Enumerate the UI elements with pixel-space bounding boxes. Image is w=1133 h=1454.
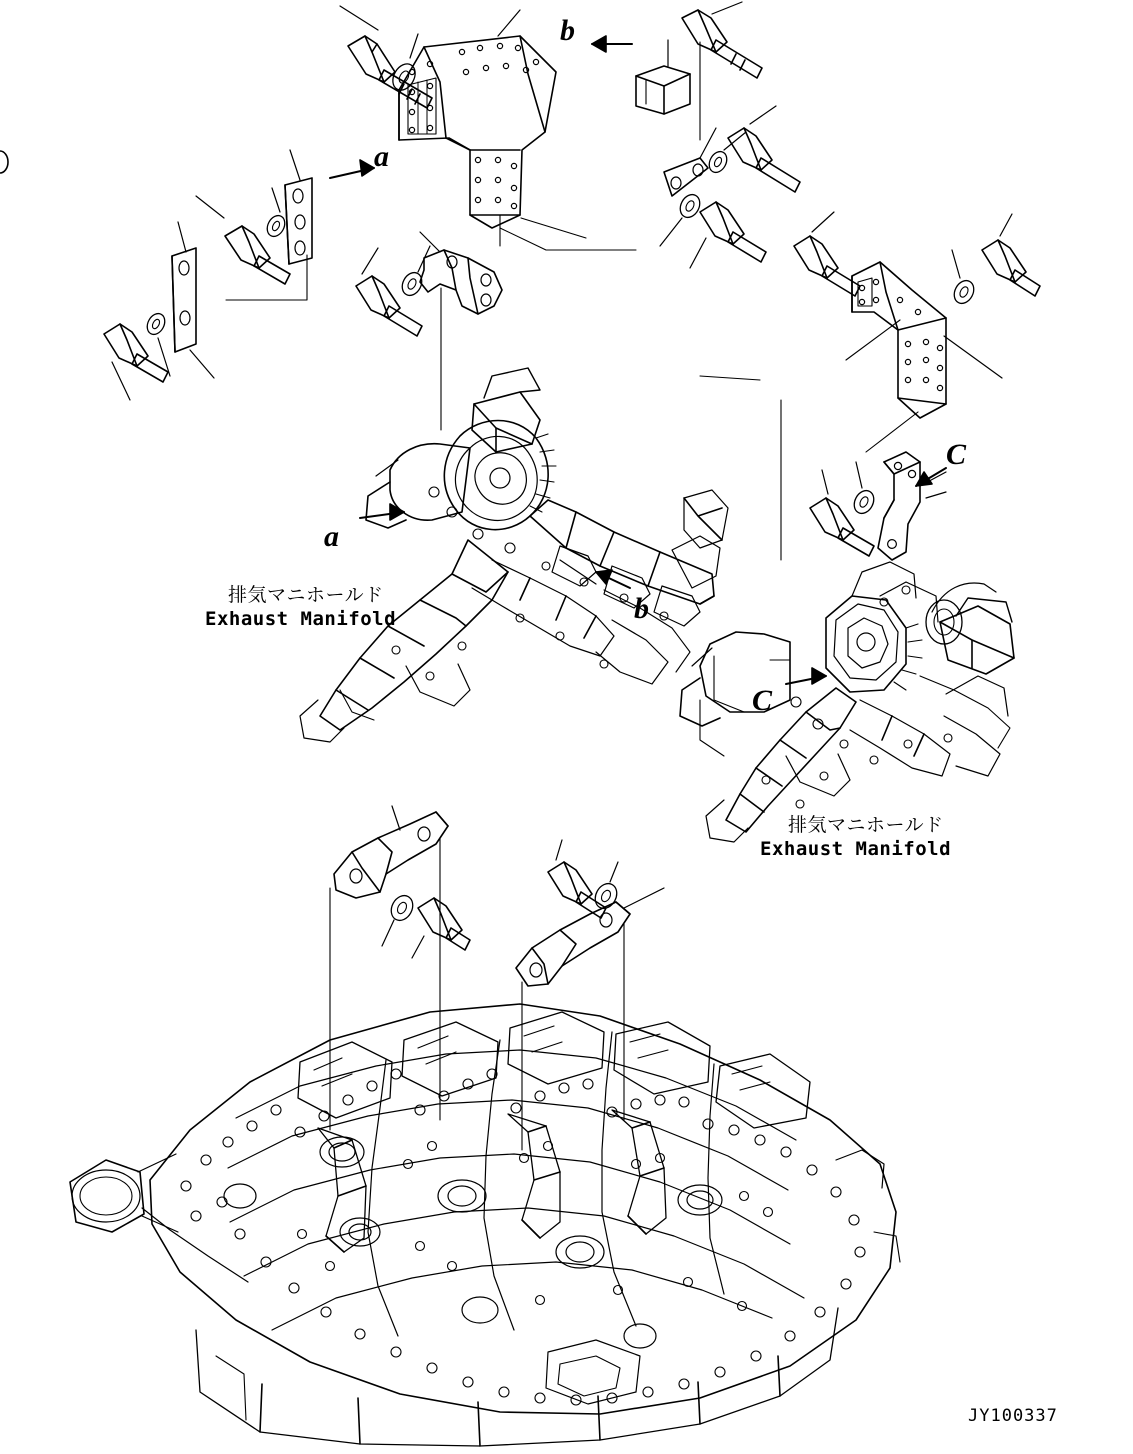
- b-clamp-block: [636, 40, 700, 140]
- washer-right-shield-1: [950, 250, 977, 307]
- bolt-right-shield-2: [982, 214, 1040, 296]
- upper-heat-shield-bracket: [399, 10, 556, 228]
- arrow-b-lower: [596, 570, 630, 588]
- washer-right-upper-2: [660, 191, 704, 246]
- leader-shield: [500, 228, 636, 250]
- bolt-right-upper-2: [690, 202, 766, 268]
- bolt-left-lower-1: [104, 324, 168, 400]
- caption-exhaust-manifold-right-jp: 排気マニホールド: [788, 814, 944, 836]
- right-heat-shield-bracket: [846, 262, 1002, 452]
- washer-lower-left: [382, 892, 417, 946]
- lower-left-stay-bracket: [330, 806, 448, 1130]
- caption-exhaust-manifold-left-jp: 排気マニホールド: [228, 584, 384, 606]
- left-flat-plate: [172, 222, 214, 378]
- turbo-assembly-right: [680, 562, 1014, 842]
- washer-left-mid-1: [264, 188, 288, 239]
- bolt-right-shield-1: [794, 212, 860, 296]
- bolt-center-stay: [356, 248, 422, 336]
- washer-lower-center: [591, 862, 621, 912]
- arrow-c-lower: [786, 668, 826, 684]
- right-small-bar: [664, 128, 716, 196]
- sheet-id-label: JY100337: [968, 1406, 1058, 1426]
- c-hook-bracket: [878, 452, 946, 560]
- callout-b-lower: b: [634, 592, 649, 625]
- washer-center-stay: [398, 246, 430, 299]
- caption-exhaust-manifold-left-en: Exhaust Manifold: [205, 608, 397, 630]
- engine-block-assembly: [70, 1004, 900, 1446]
- arrow-a-upper: [330, 160, 374, 178]
- callout-c-upper: C: [946, 438, 967, 471]
- arrow-b-upper: [592, 36, 632, 52]
- callout-b-upper: b: [560, 14, 575, 47]
- bolt-left-mid-1: [196, 196, 290, 284]
- callout-a-lower: a: [324, 520, 339, 553]
- callout-a-upper: a: [374, 140, 389, 173]
- left-small-bracket: [285, 150, 312, 264]
- bolt-lower-left: [412, 898, 470, 958]
- bolt-top-center: [682, 2, 762, 78]
- callout-c-lower: C: [752, 684, 773, 717]
- bolt-right-upper-1: [728, 106, 800, 192]
- caption-exhaust-manifold-right-en: Exhaust Manifold: [760, 838, 952, 860]
- washer-c-hook: [850, 462, 877, 517]
- turbo-assembly-left: [300, 368, 728, 742]
- center-stay-bracket: [420, 232, 502, 314]
